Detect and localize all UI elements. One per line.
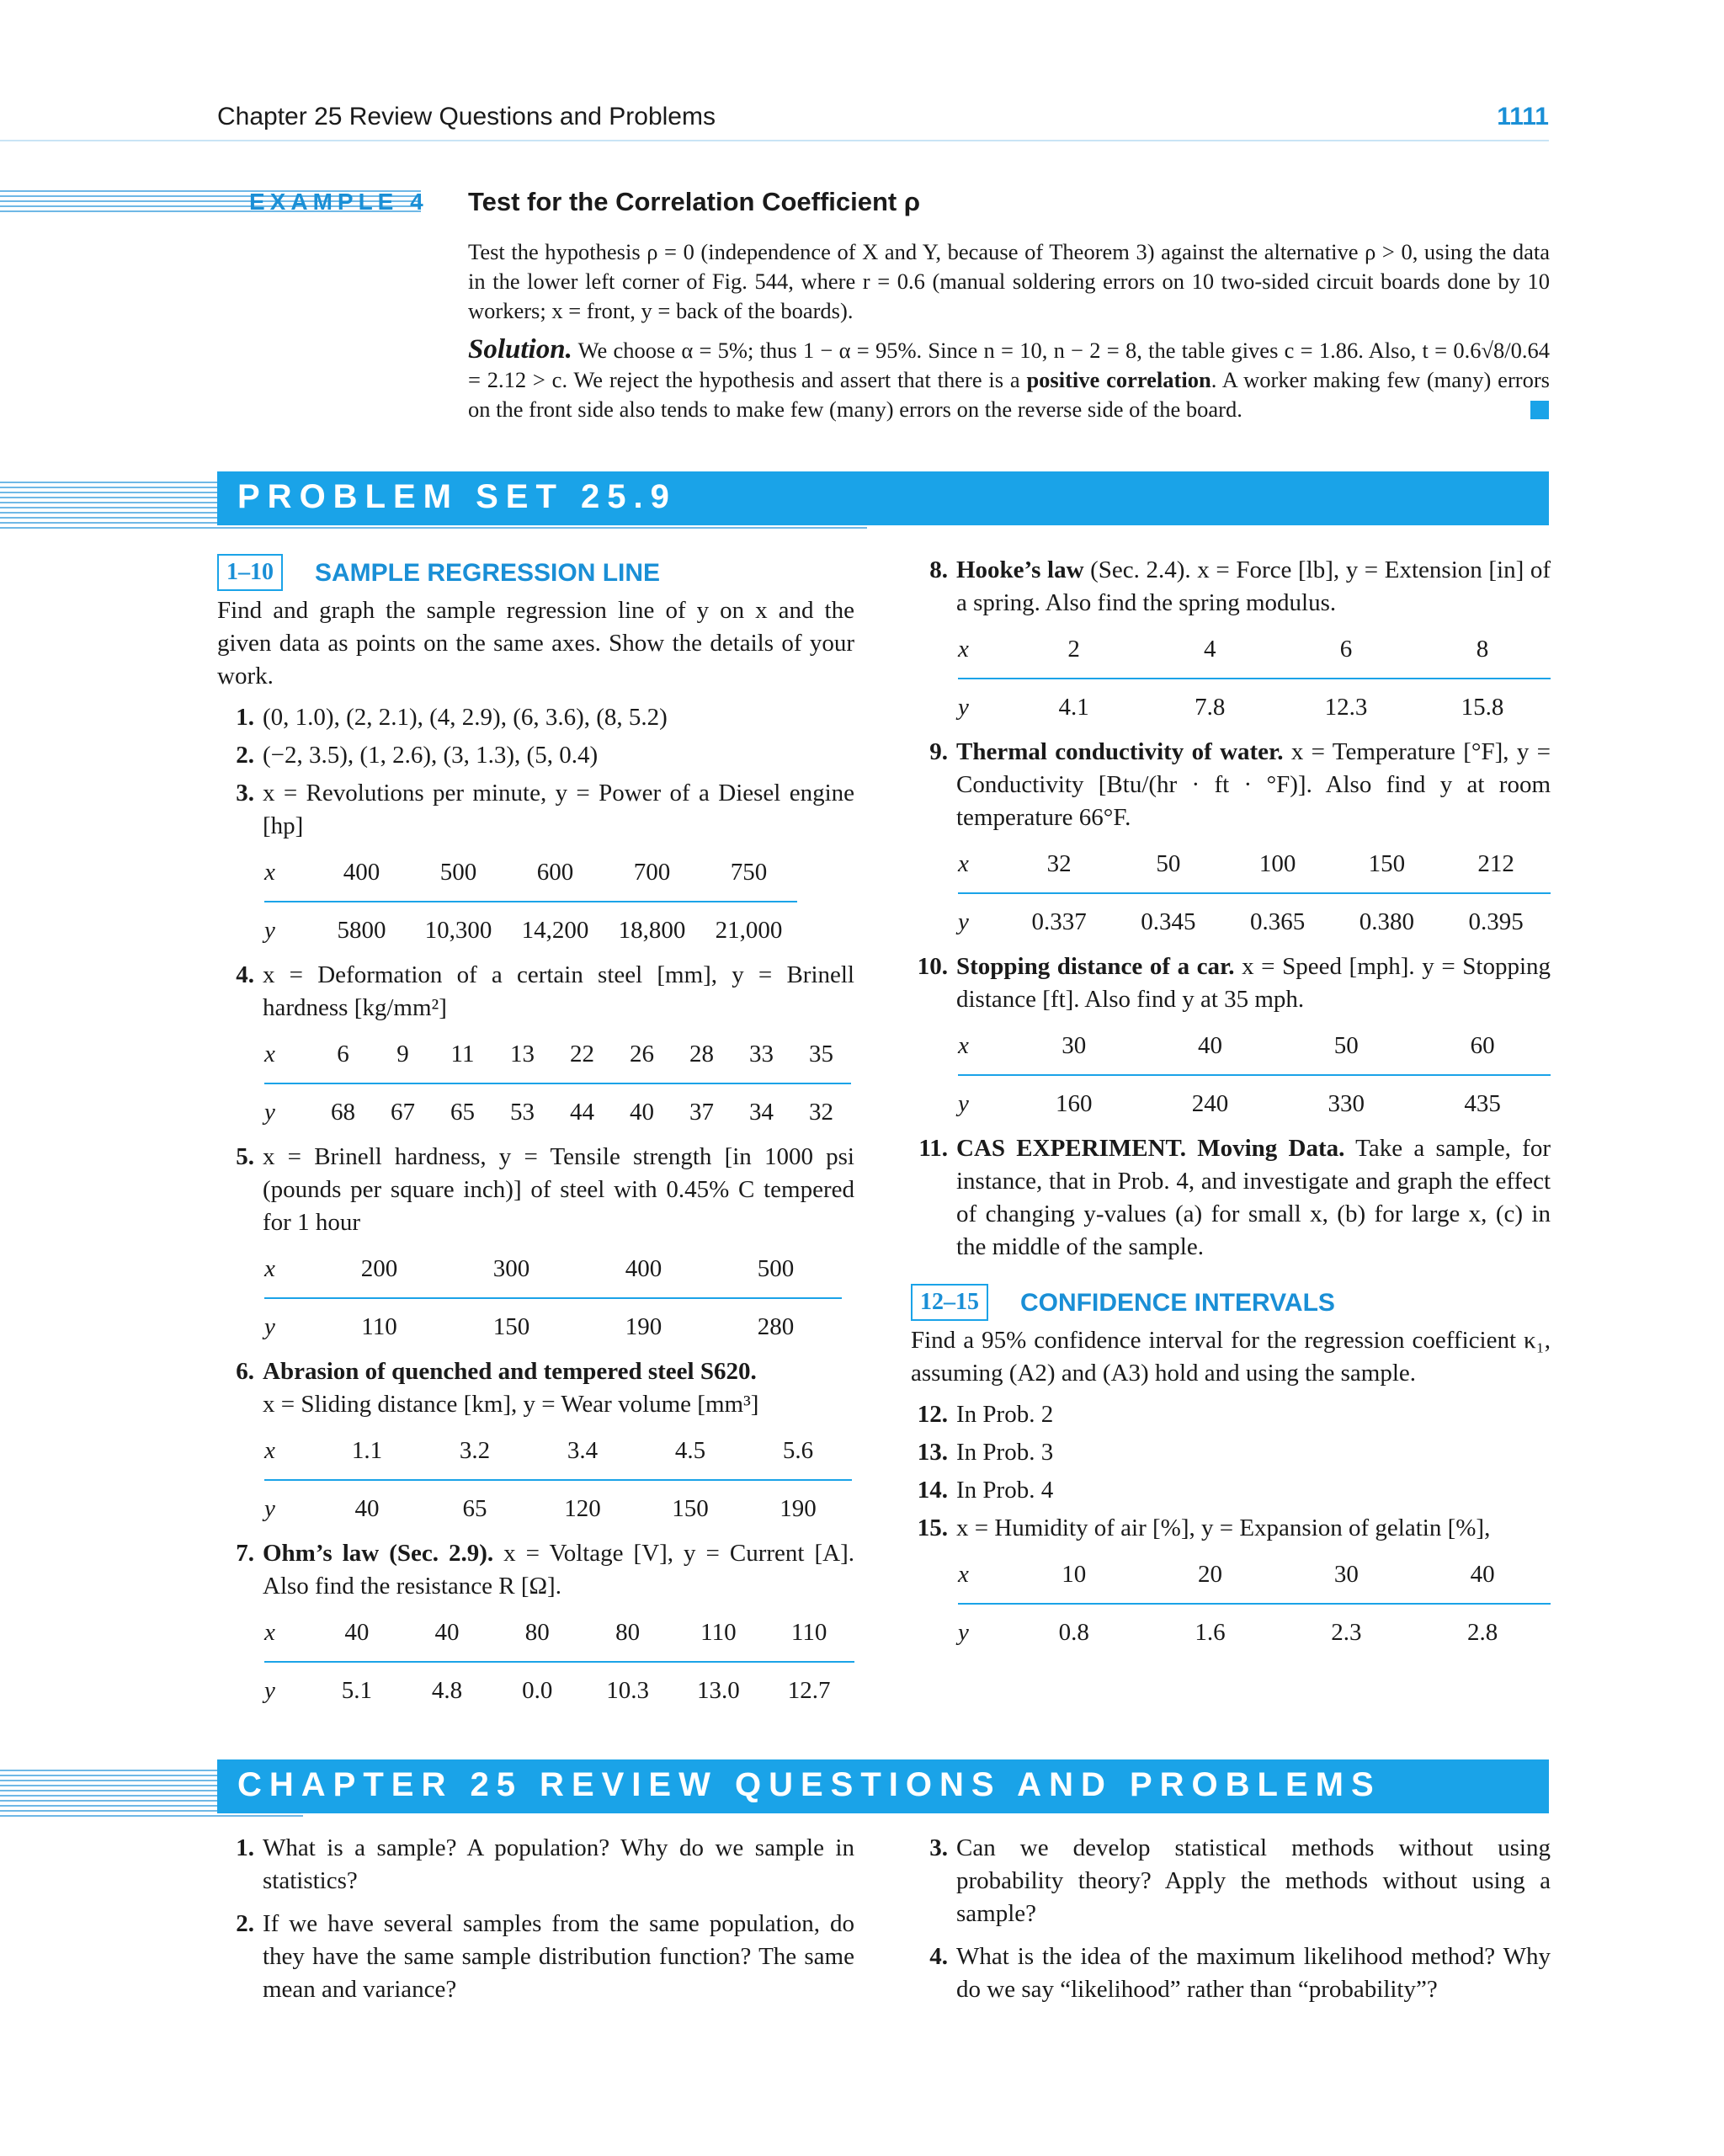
problem-text: Take a sample, for instance, that in Prob. 4, and investigate and graph the effect of changing y-values (a) for small x, (b) for large x, (c) in the middle of the sample. — [956, 1135, 1551, 1260]
table-cell: 6 — [313, 1031, 373, 1083]
table-row-label: y — [264, 1495, 275, 1522]
table-cell: 40 — [1142, 1023, 1279, 1075]
table-cell: 40 — [630, 1099, 654, 1126]
table-cell: 21,000 — [715, 917, 783, 944]
section-range-box: 12–15 — [911, 1284, 988, 1321]
problem-5 — [217, 1141, 854, 1239]
review-question-4 — [911, 1940, 1551, 2006]
question-text: Can we develop statistical methods without using probability theory? Apply the methods without using a sample? — [956, 1834, 1551, 1927]
table-row — [958, 841, 1551, 893]
table-cell: 40 — [402, 1610, 492, 1662]
table-cell: 0.345 — [1141, 908, 1196, 935]
table-cell: 44 — [570, 1099, 594, 1126]
table-cell: 68 — [331, 1099, 355, 1126]
problem-number: 8. — [929, 556, 948, 583]
table-cell: 6 — [1278, 626, 1414, 679]
table-cell: 35 — [791, 1031, 851, 1083]
problem-number: 12. — [917, 1401, 948, 1428]
table-cell: 0.365 — [1249, 908, 1306, 935]
table-cell: 40 — [354, 1495, 380, 1522]
problem-15 — [911, 1512, 1551, 1545]
table-cell: 28 — [672, 1031, 732, 1083]
table-row — [264, 1428, 852, 1480]
table-cell: 1.6 — [1195, 1619, 1226, 1646]
section-header-regression — [217, 554, 854, 591]
problem-text: x = Voltage [V], y = Current [A]. Also find the resistance R [Ω]. — [263, 1540, 854, 1600]
table-cell: 330 — [1328, 1090, 1365, 1117]
table-cell: 15.8 — [1461, 694, 1504, 721]
problem-number: 10. — [917, 953, 948, 980]
table-cell: 400 — [577, 1246, 710, 1298]
data-table-p9 — [958, 841, 1551, 945]
problem-number: 3. — [236, 780, 254, 807]
table-cell: 150 — [672, 1495, 709, 1522]
table-row-label: x — [264, 1031, 313, 1083]
table-cell: 300 — [445, 1246, 577, 1298]
left-column — [217, 554, 854, 1719]
table-cell: 4.1 — [1058, 694, 1089, 721]
problem-bold: CAS EXPERIMENT. Moving Data. — [956, 1135, 1345, 1162]
table-cell: 10.3 — [606, 1677, 650, 1704]
data-table-p4 — [264, 1031, 851, 1136]
table-row-label: x — [264, 849, 313, 902]
table-row-label: y — [958, 908, 969, 935]
problem-text: x = Temperature [°F], y = Conductivity [Btu/(hr · ft · °F)]. Also find y at room temperature 66°F. — [956, 738, 1551, 831]
table-row — [958, 679, 1551, 731]
table-row — [264, 1662, 854, 1714]
table-cell: 53 — [510, 1099, 535, 1126]
question-number: 1. — [236, 1834, 254, 1861]
problem-number: 11. — [918, 1135, 948, 1162]
section-title: SAMPLE REGRESSION LINE — [315, 558, 661, 587]
solution-text-1: We choose α = 5%; thus 1 − α = 95%. Since n = 10, n − 2 = 8, the table gives c = 1.86. Also, t = 0.6√8/0.64 = 2.12 > c. We reject the hypothesis and assert that there is a — [468, 338, 1550, 392]
question-text: If we have several samples from the same population, do they have the same sample distribution function? The same mean and variance? — [263, 1910, 854, 2003]
table-cell: 280 — [757, 1313, 795, 1340]
table-row-label: x — [264, 1246, 313, 1298]
data-table-p7 — [264, 1610, 854, 1714]
table-cell: 50 — [1278, 1023, 1414, 1075]
table-cell: 190 — [780, 1495, 817, 1522]
data-table-p8 — [958, 626, 1551, 731]
table-row — [958, 626, 1551, 679]
running-header — [217, 103, 1549, 141]
problem-set-title: PROBLEM SET 25.9 — [237, 478, 677, 515]
data-table-p3 — [264, 849, 797, 954]
table-row-label: y — [958, 1619, 969, 1646]
table-cell: 110 — [764, 1610, 854, 1662]
table-row — [958, 1023, 1551, 1075]
problem-number: 2. — [236, 742, 254, 769]
table-cell: 5.6 — [744, 1428, 852, 1480]
problem-text: x = Sliding distance [km], y = Wear volume [mm³] — [263, 1391, 759, 1418]
data-table-p10 — [958, 1023, 1551, 1127]
question-text: What is a sample? A population? Why do we sample in statistics? — [263, 1834, 854, 1894]
problem-number: 7. — [236, 1540, 254, 1567]
problem-4 — [217, 959, 854, 1025]
table-row-label: x — [958, 1552, 1006, 1604]
table-cell: 5.1 — [341, 1677, 372, 1704]
table-cell: 120 — [564, 1495, 601, 1522]
table-row-label: y — [264, 1099, 275, 1126]
table-cell: 10 — [1006, 1552, 1142, 1604]
problem-text: (Sec. 2.4). x = Force [lb], y = Extension [in] of a spring. Also find the spring modulus. — [956, 556, 1551, 616]
table-cell: 13.0 — [696, 1677, 740, 1704]
table-cell: 150 — [492, 1313, 530, 1340]
table-row-label: x — [958, 1023, 1006, 1075]
table-cell: 26 — [612, 1031, 672, 1083]
solution-label: Solution. — [468, 334, 572, 365]
table-cell: 30 — [1278, 1552, 1414, 1604]
example-label: EXAMPLE 4 — [249, 189, 428, 215]
section-header-confidence — [911, 1284, 1551, 1321]
table-cell: 212 — [1441, 841, 1551, 893]
table-cell: 30 — [1006, 1023, 1142, 1075]
data-table-p15 — [958, 1552, 1551, 1656]
problem-1 — [217, 701, 854, 734]
table-cell: 0.395 — [1468, 908, 1524, 935]
data-table-p6 — [264, 1428, 852, 1532]
table-cell: 2 — [1006, 626, 1142, 679]
problem-text: In Prob. 2 — [956, 1401, 1054, 1428]
review-question-1 — [217, 1832, 854, 1898]
problem-2 — [217, 739, 854, 772]
problem-number: 5. — [236, 1143, 254, 1170]
review-right-column — [911, 1832, 1551, 2011]
table-cell: 80 — [492, 1610, 583, 1662]
table-row — [264, 849, 797, 902]
table-row-label: y — [264, 917, 275, 944]
table-cell: 40 — [1414, 1552, 1551, 1604]
table-cell: 50 — [1114, 841, 1223, 893]
table-cell: 1.1 — [313, 1428, 421, 1480]
problem-number: 6. — [236, 1358, 254, 1385]
problem-bold: Ohm’s law (Sec. 2.9). — [263, 1540, 494, 1567]
table-cell: 160 — [1055, 1090, 1093, 1117]
table-cell: 65 — [462, 1495, 487, 1522]
review-title: CHAPTER 25 REVIEW QUESTIONS AND PROBLEMS — [237, 1766, 1381, 1803]
end-of-example-square-icon — [1530, 401, 1549, 419]
header-rule — [0, 140, 1549, 141]
table-row — [958, 893, 1551, 945]
problem-12 — [911, 1398, 1551, 1431]
table-row-label: x — [958, 841, 1004, 893]
table-cell: 9 — [373, 1031, 433, 1083]
example-solution — [468, 335, 1550, 424]
problem-text: In Prob. 4 — [956, 1477, 1054, 1504]
table-cell: 600 — [507, 849, 604, 902]
problem-number: 4. — [236, 961, 254, 988]
table-cell: 80 — [583, 1610, 673, 1662]
problem-text: x = Brinell hardness, y = Tensile strength [in 1000 psi (pounds per square inch)] of steel with 0.45% C tempered for 1 hour — [263, 1143, 854, 1236]
problem-8 — [911, 554, 1551, 620]
problem-text: In Prob. 3 — [956, 1439, 1054, 1466]
table-row-label: y — [958, 1090, 969, 1117]
table-cell: 150 — [1332, 841, 1441, 893]
problem-bold: Hooke’s law — [956, 556, 1084, 583]
section-range-box: 1–10 — [217, 554, 283, 591]
review-question-3 — [911, 1832, 1551, 1930]
table-cell: 18,800 — [618, 917, 686, 944]
table-cell: 65 — [450, 1099, 475, 1126]
table-row-label: x — [264, 1610, 311, 1662]
review-question-2 — [217, 1908, 854, 2006]
section-intro: Find and graph the sample regression line of y on x and the given data as points on the same axes. Show the details of your work. — [217, 597, 854, 689]
table-cell: 8 — [1414, 626, 1551, 679]
table-cell: 22 — [552, 1031, 612, 1083]
table-row — [958, 1604, 1551, 1656]
table-row — [264, 1083, 851, 1136]
problem-text: x = Speed [mph]. y = Stopping distance [ft]. Also find y at 35 mph. — [956, 953, 1551, 1013]
table-cell: 34 — [749, 1099, 774, 1126]
problem-text: x = Revolutions per minute, y = Power of a Diesel engine [hp] — [263, 780, 854, 839]
table-cell: 4 — [1141, 626, 1278, 679]
problem-number: 13. — [917, 1439, 948, 1466]
table-row — [264, 902, 797, 954]
solution-text-2: . A worker making few (many) errors on the front side also tends to make few (many) errors on the reverse side of the board. — [468, 367, 1550, 422]
table-cell: 37 — [689, 1099, 714, 1126]
question-text: What is the idea of the maximum likelihood method? Why do we say “likelihood” rather than “probability”? — [956, 1943, 1551, 2003]
table-cell: 240 — [1191, 1090, 1229, 1117]
problem-bold: Thermal conductivity of water. — [956, 738, 1284, 765]
table-row — [264, 1298, 842, 1350]
table-row-label: x — [264, 1428, 313, 1480]
data-table-p5 — [264, 1246, 842, 1350]
table-row-label: y — [958, 694, 969, 721]
table-cell: 5800 — [337, 917, 386, 944]
table-cell: 400 — [313, 849, 410, 902]
question-number: 3. — [929, 1834, 948, 1861]
problem-9 — [911, 736, 1551, 834]
table-cell: 2.8 — [1466, 1619, 1498, 1646]
review-banner — [217, 1759, 1549, 1813]
table-cell: 110 — [361, 1313, 397, 1340]
table-cell: 20 — [1142, 1552, 1279, 1604]
table-cell: 100 — [1223, 841, 1333, 893]
problem-13 — [911, 1436, 1551, 1469]
table-cell: 11 — [433, 1031, 492, 1083]
problem-10 — [911, 950, 1551, 1016]
table-cell: 33 — [732, 1031, 791, 1083]
table-cell: 0.380 — [1359, 908, 1414, 935]
table-row — [958, 1075, 1551, 1127]
table-cell: 200 — [313, 1246, 445, 1298]
table-cell: 12.3 — [1324, 694, 1368, 721]
table-cell: 435 — [1464, 1090, 1501, 1117]
table-cell: 4.5 — [636, 1428, 744, 1480]
table-cell: 500 — [710, 1246, 842, 1298]
table-cell: 500 — [410, 849, 507, 902]
table-row — [264, 1031, 851, 1083]
table-cell: 32 — [1004, 841, 1114, 893]
review-left-column — [217, 1832, 854, 2011]
question-number: 4. — [929, 1943, 948, 1970]
problem-bold: Stopping distance of a car. — [956, 953, 1235, 980]
problem-number: 9. — [929, 738, 948, 765]
table-cell: 10,300 — [424, 917, 492, 944]
section-intro: Find a 95% confidence interval for the regression coefficient κ₁, assuming (A2) and (A3) hold and using the sample. — [911, 1327, 1551, 1387]
table-cell: 13 — [492, 1031, 552, 1083]
table-cell: 0.337 — [1031, 908, 1087, 935]
table-cell: 700 — [604, 849, 700, 902]
example-body: Test the hypothesis ρ = 0 (independence of X and Y, because of Theorem 3) against the alternative ρ > 0, using the data in the lower left corner of Fig. 544, where r = 0.6 (manual soldering errors on 10 two-sided circuit boards done by 10 workers; x = front, y = back of the boards). — [468, 239, 1550, 323]
table-row-label: y — [264, 1313, 275, 1340]
table-row — [264, 1480, 852, 1532]
problem-set-banner — [217, 471, 1549, 525]
table-cell: 4.8 — [431, 1677, 463, 1704]
problem-bold: Abrasion of quenched and tempered steel S620. — [263, 1358, 757, 1385]
table-row-label: x — [958, 626, 1006, 679]
problem-text: (0, 1.0), (2, 2.1), (4, 2.9), (6, 3.6), (8, 5.2) — [263, 704, 668, 731]
problem-14 — [911, 1474, 1551, 1507]
table-cell: 32 — [809, 1099, 833, 1126]
example-title: Test for the Correlation Coefficient ρ — [468, 187, 921, 216]
table-cell: 40 — [311, 1610, 402, 1662]
table-cell: 3.4 — [529, 1428, 636, 1480]
right-column — [911, 554, 1551, 1661]
problem-text: (−2, 3.5), (1, 2.6), (3, 1.3), (5, 0.4) — [263, 742, 599, 769]
running-header-title: Chapter 25 Review Questions and Problems — [217, 103, 716, 130]
page-number: 1111 — [1497, 103, 1549, 130]
table-cell: 2.3 — [1331, 1619, 1362, 1646]
section-title: CONFIDENCE INTERVALS — [1020, 1288, 1335, 1317]
table-cell: 3.2 — [421, 1428, 529, 1480]
table-cell: 0.8 — [1058, 1619, 1089, 1646]
table-cell: 12.7 — [787, 1677, 831, 1704]
problem-6 — [217, 1355, 854, 1421]
problem-number: 14. — [917, 1477, 948, 1504]
problem-text: x = Deformation of a certain steel [mm], y = Brinell hardness [kg/mm²] — [263, 961, 854, 1021]
table-cell: 60 — [1414, 1023, 1551, 1075]
table-row — [264, 1610, 854, 1662]
table-cell: 14,200 — [521, 917, 589, 944]
problem-3 — [217, 777, 854, 843]
table-row-label: y — [264, 1677, 275, 1704]
problem-number: 15. — [917, 1515, 948, 1541]
problem-number: 1. — [236, 704, 254, 731]
problem-7 — [217, 1537, 854, 1603]
solution-bold: positive correlation — [1026, 367, 1211, 392]
problem-text: x = Humidity of air [%], y = Expansion of gelatin [%], — [956, 1515, 1491, 1541]
table-row — [958, 1552, 1551, 1604]
table-cell: 190 — [625, 1313, 662, 1340]
table-row — [264, 1246, 842, 1298]
problem-11 — [911, 1132, 1551, 1264]
table-cell: 7.8 — [1195, 694, 1226, 721]
question-number: 2. — [236, 1910, 254, 1937]
table-cell: 67 — [391, 1099, 415, 1126]
table-cell: 110 — [673, 1610, 764, 1662]
table-cell: 750 — [700, 849, 797, 902]
table-cell: 0.0 — [522, 1677, 553, 1704]
